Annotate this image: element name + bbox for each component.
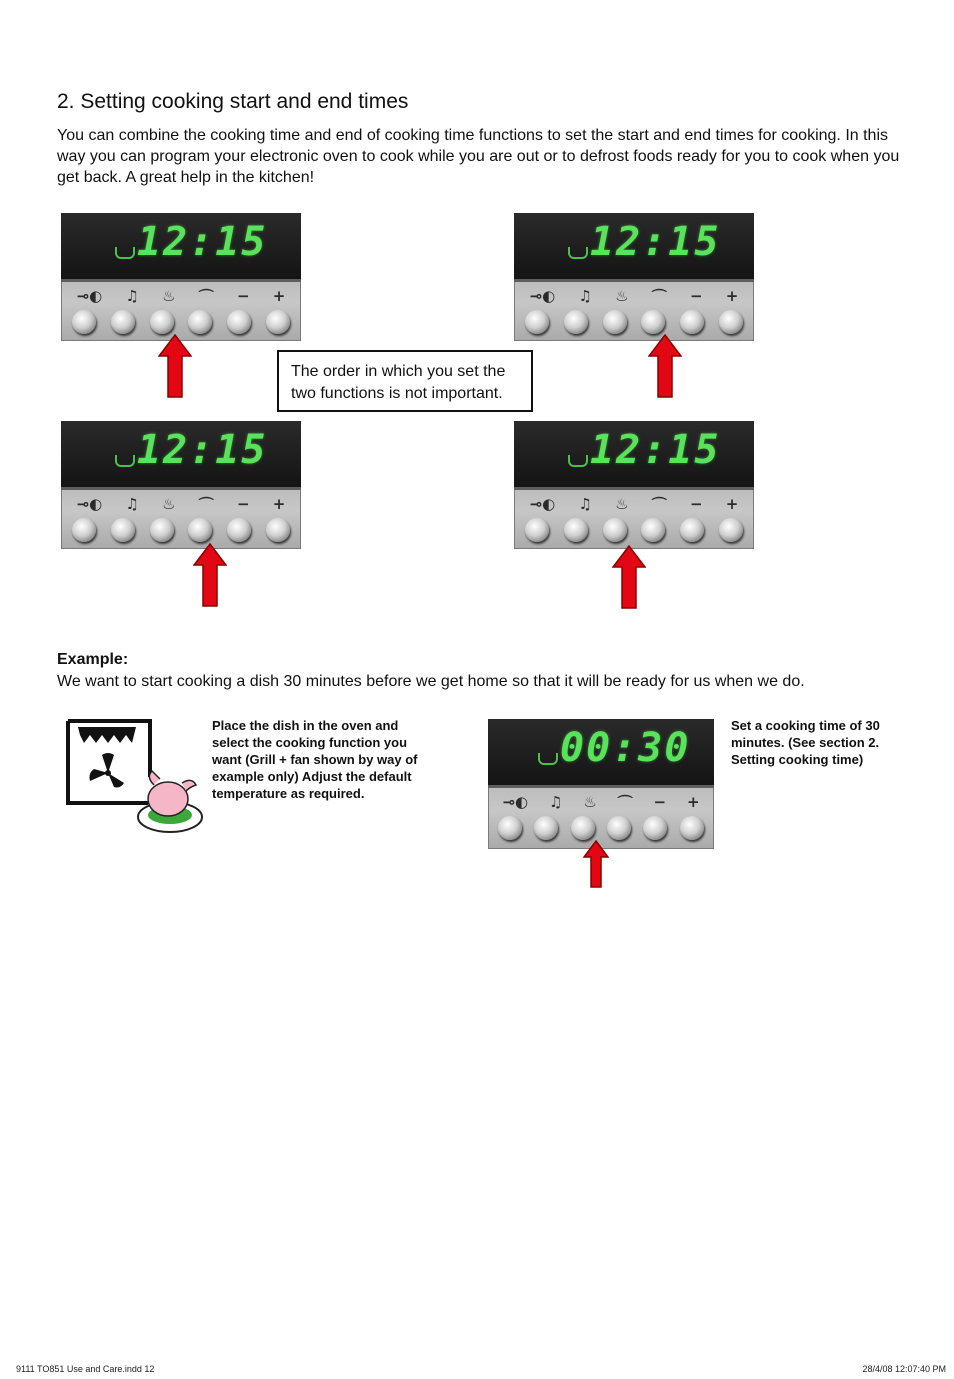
plus-button [719,518,743,542]
lock-button [525,518,549,542]
display-screen [514,213,754,282]
minus-button [643,816,667,840]
display-time: 12:15 [590,219,721,265]
cooking-time-icon: ♨ [583,793,597,811]
oven-control-panel [514,213,754,341]
minus-button [227,310,251,334]
pot-icon [538,753,558,765]
lock-button [498,816,522,840]
button-symbols [65,494,297,514]
display-time: 12:15 [137,219,268,265]
bell-icon: ♫ [578,495,592,513]
pot-icon [115,247,135,259]
lock-button [72,518,96,542]
cooking-time-button [150,518,174,542]
plus-button [680,816,704,840]
display-screen [488,719,714,788]
plus-icon: + [272,495,286,513]
minute-minder-button [564,518,588,542]
cooking-time-button [150,310,174,334]
minus-icon: − [237,495,250,513]
cooking-time-button [571,816,595,840]
end-time-icon: ⌒ [651,495,667,514]
end-time-icon: ⌒ [198,495,214,514]
minus-button [227,518,251,542]
plus-icon: + [725,495,739,513]
grill-fan-oven-icon [64,717,204,837]
cooking-time-icon: ♨ [162,287,176,305]
end-time-button [188,310,212,334]
pot-icon [568,247,588,259]
cooking-time-icon: ♨ [615,495,629,513]
key-lock-icon: ⊸◐ [76,495,103,513]
minute-minder-button [534,816,558,840]
button-row [518,515,750,545]
display-time: 12:15 [590,427,721,473]
cooking-time-button [603,518,627,542]
button-symbols [518,286,750,306]
intro-paragraph: You can combine the cooking time and end of cooking time functions to set the start and end times for cooking. In this way you can program your electronic oven to cook while you are out or to defrost foods ready for you to cook when you get back. A great help in the kitchen! [57,127,900,186]
minus-icon: − [653,793,667,811]
end-time-button [641,518,665,542]
lock-button [72,310,96,334]
minute-minder-button [111,518,135,542]
red-arrow-icon [648,334,682,398]
example-text: We want to start cooking a dish 30 minutes before we get home so that it will be ready for us when we do. [57,673,805,690]
minute-minder-button [111,310,135,334]
footer-timestamp: 28/4/08 12:07:40 PM [862,1364,946,1374]
plus-button [266,518,290,542]
red-arrow-icon [158,334,192,398]
section-title: 2. Setting cooking start and end times [57,90,409,113]
cooking-time-icon: ♨ [162,495,176,513]
display-time: 12:15 [137,427,268,473]
pot-icon [568,455,588,467]
button-row [492,813,710,843]
red-arrow-icon [612,545,646,609]
bell-icon: ♫ [125,287,139,305]
end-time-button [641,310,665,334]
plus-button [266,310,290,334]
end-time-icon: ⌒ [617,793,633,812]
minus-button [680,518,704,542]
note-callout: The order in which you set the two functions is not important. [277,350,533,412]
key-lock-icon: ⊸◐ [529,495,556,513]
lock-button [525,310,549,334]
pot-icon [115,455,135,467]
key-lock-icon: ⊸◐ [502,793,529,811]
button-symbols [518,494,750,514]
key-lock-icon: ⊸◐ [76,287,103,305]
red-arrow-icon [193,543,227,607]
footer-file-info: 9111 TO851 Use and Care.indd 12 [16,1364,155,1374]
step-two-text: Set a cooking time of 30 minutes. (See section 2. Setting cooking time) [731,718,880,767]
key-lock-icon: ⊸◐ [529,287,556,305]
display-time: 00:30 [560,725,691,771]
button-symbols [65,286,297,306]
display-screen [514,421,754,490]
plus-button [719,310,743,334]
oven-control-panel [514,421,754,549]
cooking-time-button [603,310,627,334]
bell-icon: ♫ [578,287,592,305]
end-time-button [607,816,631,840]
oven-control-panel [61,421,301,549]
minute-minder-button [564,310,588,334]
plus-icon: + [272,287,286,305]
button-row [65,515,297,545]
plus-icon: + [686,793,700,811]
cooking-time-icon: ♨ [615,287,629,305]
example-label: Example: [57,651,129,668]
step-one-text: Place the dish in the oven and select the cooking function you want (Grill + fan shown by way of example only) Adjust the default temperature as required. [212,718,418,801]
minus-icon: − [690,495,703,513]
bell-icon: ♫ [548,793,563,811]
button-symbols [492,792,710,812]
oven-control-panel [61,213,301,341]
minus-icon: − [690,287,703,305]
red-arrow-icon [583,840,609,888]
bell-icon: ♫ [125,495,139,513]
button-row [518,307,750,337]
plus-icon: + [725,287,739,305]
end-time-icon: ⌒ [198,287,214,306]
oven-control-panel [488,719,714,849]
minus-icon: − [237,287,250,305]
display-screen [61,213,301,282]
minus-button [680,310,704,334]
button-row [65,307,297,337]
display-screen [61,421,301,490]
end-time-icon: ⌒ [651,287,667,306]
end-time-button [188,518,212,542]
